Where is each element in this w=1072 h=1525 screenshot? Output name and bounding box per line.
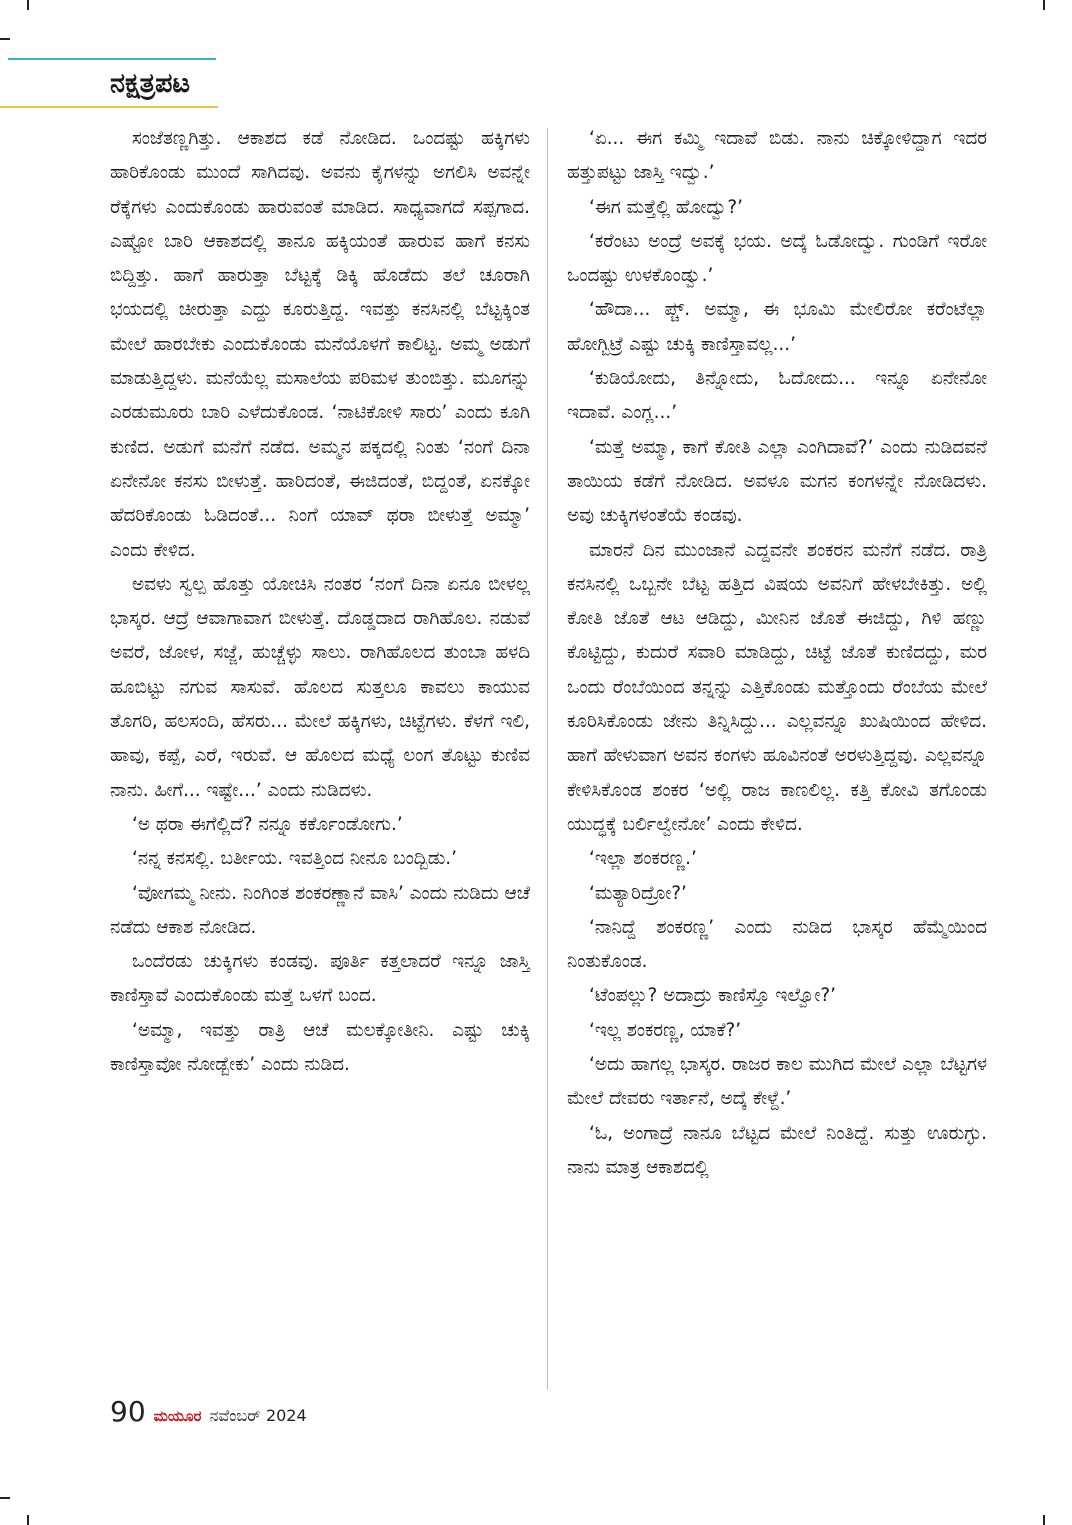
paragraph: ‘ವೋಗಮ್ಮ ನೀನು. ನಿಂಗಿಂತ ಶಂಕರಣ್ಣಾನೆ ವಾಸಿ’ ಎಂದು ನುಡಿದು ಆಚೆ ನಡೆದು ಆಕಾಶ ನೋಡಿದ. [110, 882, 530, 938]
paragraph: ಒಂದೆರಡು ಚುಕ್ಕಿಗಳು ಕಂಡವು. ಪೂರ್ತಿ ಕತ್ತಲಾದರೆ ಇನ್ನೂ ಜಾಸ್ತಿ ಕಾಣಿಸ್ತಾವೆ ಎಂದುಕೊಂಡು ಮತ್ತೆ ಒಳಗೆ ಬಂದ. [110, 951, 530, 1007]
paragraph: ‘ಮತ್ತೆ ಅಮ್ಮಾ, ಕಾಗೆ ಕೋತಿ ಎಲ್ಲಾ ಎಂಗಿದಾವೆ?’ ಎಂದು ನುಡಿದವನೆ ತಾಯಿಯ ಕಡೆಗೆ ನೋಡಿದ. ಅವಳೂ ಮಗನ ಕಂಗಳನ್ನೇ ನೋಡಿದಳು. ಅವು ಚುಕ್ಕಿಗಳಂತೆಯೆ ಕಂಡವು. [567, 436, 987, 527]
crop-mark-left-lower [0, 1497, 10, 1499]
crop-mark-top-left [27, 0, 29, 10]
header-bottom-rule [0, 106, 218, 108]
paragraph: ‘ಕುಡಿಯೋದು, ತಿನ್ನೋದು, ಓದೋದು... ಇನ್ನೂ ಏನೇನೋ ಇದಾವೆ. ಎಂಗ್ಲ...’ [567, 368, 987, 424]
header-top-rule [8, 58, 216, 60]
crop-mark-top-right [1043, 0, 1045, 10]
crop-mark-bottom-right [1043, 1515, 1045, 1525]
paragraph: ‘ಕರೆಂಟು ಅಂದ್ರೆ ಅವಕ್ಕೆ ಭಯ. ಅದ್ಕೆ ಓಡೋದ್ವು. ಗುಂಡಿಗೆ ಇರೋ ಒಂದಷ್ಟು ಉಳಕೊಂಡ್ವು.’ [567, 230, 987, 287]
paragraph: ‘ಓ, ಅಂಗಾದ್ರೆ ನಾನೂ ಬೆಟ್ಟದ ಮೇಲೆ ನಿಂತಿದ್ದೆ. ಸುತ್ತು ಊರುಗ್ಳು. ನಾನು ಮಾತ್ರ ಆಕಾಶದಲ್ಲಿ [567, 1122, 987, 1178]
right-column [567, 122, 987, 1185]
magazine-logo: ಮಯೂರ [153, 1407, 202, 1425]
paragraph: ‘ಏ... ಈಗ ಕಮ್ಮಿ ಇದಾವೆ ಬಿಡು. ನಾನು ಚಿಕ್ಕೋಳಿದ್ದಾಗ ಇದರ ಹತ್ತುಪಟ್ಟು ಜಾಸ್ತಿ ಇದ್ವು.’ [567, 128, 987, 184]
page-footer [110, 1395, 307, 1428]
paragraph: ಮಾರನೆ ದಿನ ಮುಂಜಾನೆ ಎದ್ದವನೇ ಶಂಕರನ ಮನೆಗೆ ನಡೆದ. ರಾತ್ರಿ ಕನಸಿನಲ್ಲಿ ಒಬ್ಬನೇ ಬೆಟ್ಟ ಹತ್ತಿದ ವಿಷಯ ಅವನಿಗೆ ಹೇಳಬೇಕಿತ್ತು. ಅಲ್ಲಿ ಕೋತಿ ಜೊತೆ ಆಟ ಆಡಿದ್ದು, ಮೀನಿನ ಜೊತೆ ಈಜಿದ್ದು, ಗಿಳಿ ಹಣ್ಣು ಕೊಟ್ಟಿದ್ದು, ಕುದುರೆ ಸವಾರಿ ಮಾಡಿದ್ದು, ಚಿಟ್ಟೆ ಜೊತೆ ಕುಣಿದದ್ದು, ಮರ ಒಂದು ರೆಂಬೆಯಿಂದ ತನ್ನನ್ನು ಎತ್ತಿಕೊಂಡು ಮತ್ತೊಂದು ರೆಂಬೆಯ ಮೇಲೆ ಕೂರಿಸಿಕೊಂಡು ಜೇನು ತಿನ್ನಿಸಿದ್ದು... ಎಲ್ಲವನ್ನೂ ಖುಷಿಯಿಂದ ಹೇಳಿದ. ಹಾಗೆ ಹೇಳುವಾಗ ಅವನ ಕಂಗಳು ಹೂವಿನಂತೆ ಅರಳುತ್ತಿದ್ದವು. ಎಲ್ಲವನ್ನೂ ಕೇಳಿಸಿಕೊಂಡ ಶಂಕರ ‘ಅಲ್ಲಿ ರಾಜ ಕಾಣಲಿಲ್ಲ. ಕತ್ತಿ ಕೋವಿ ತಗೊಂಡು ಯುದ್ಧಕ್ಕೆ ಬರ್ಲಿಲ್ವೇನೋ’ ಎಂದು ಕೇಳಿದ. [567, 539, 987, 835]
paragraph: ‘ಅಮ್ಮಾ, ಇವತ್ತು ರಾತ್ರಿ ಆಚೆ ಮಲಕ್ಕೋತೀನಿ. ಎಷ್ಟು ಚುಕ್ಕಿ ಕಾಣಿಸ್ತಾವೋ ನೋಡ್ಬೇಕು’ ಎಂದು ನುಡಿದ. [110, 1019, 530, 1076]
issue-date: ನವೆಂಬರ್ 2024 [209, 1406, 307, 1425]
paragraph: ‘ಟೆಂಪಲ್ಲು? ಅದಾದ್ರು ಕಾಣಿಸ್ತೊ ಇಲ್ವೋ?’ [589, 985, 836, 1007]
paragraph: ‘ಮತ್ಯಾರಿದ್ರೋ?’ [589, 882, 687, 904]
paragraph: ‘ಇಲ್ಲ ಶಂಕರಣ್ಣ, ಯಾಕೆ?’ [589, 1019, 742, 1041]
paragraph: ‘ನನ್ನ ಕನಸಲ್ಲಿ. ಬರ್ತೀಯ. ಇವತ್ತಿಂದ ನೀನೂ ಬಂದ್ಬಿಡು.’ [132, 848, 457, 870]
crop-mark-left-upper [0, 38, 10, 40]
paragraph: ‘ನಾನಿದ್ದೆ ಶಂಕರಣ್ಣ’ ಎಂದು ನುಡಿದ ಭಾಸ್ಕರ ಹೆಮ್ಮೆಯಿಂದ ನಿಂತುಕೊಂಡ. [567, 916, 987, 973]
left-column [110, 122, 530, 1082]
section-title: ನಕ್ಷತ್ರಪಟ [110, 68, 191, 99]
paragraph: ‘ಇಲ್ಲಾ ಶಂಕರಣ್ಣ.’ [589, 848, 697, 870]
paragraph: ‘ಅದು ಹಾಗಲ್ಲ ಭಾಸ್ಕರ. ರಾಜರ ಕಾಲ ಮುಗಿದ ಮೇಲೆ ಎಲ್ಲಾ ಬೆಟ್ಟಗಳ ಮೇಲೆ ದೇವರು ಇರ್ತಾನೆ, ಅದ್ಕೆ ಕೇಳ್ದೆ.’ [567, 1054, 987, 1110]
paragraph: ಅವಳು ಸ್ವಲ್ಪ ಹೊತ್ತು ಯೋಚಿಸಿ ನಂತರ ‘ನಂಗೆ ದಿನಾ ಏನೂ ಬೀಳಲ್ಲ ಭಾಸ್ಕರ. ಆದ್ರೆ ಆವಾಗಾವಾಗ ಬೀಳುತ್ತೆ. ದೊಡ್ಡದಾದ ರಾಗಿಹೊಲ. ನಡುವೆ ಅವರೆ, ಜೋಳ, ಸಜ್ಜೆ, ಹುಚ್ಚೆಳ್ಳು ಸಾಲು. ರಾಗಿಹೊಲದ ತುಂಬಾ ಹಳದಿ ಹೂಬಿಟ್ಟು ನಗುವ ಸಾಸುವೆ. ಹೊಲದ ಸುತ್ತಲೂ ಕಾವಲು ಕಾಯುವ ತೊಗರಿ, ಹಲಸಂದಿ, ಹೆಸರು... ಮೇಲೆ ಹಕ್ಕಿಗಳು, ಚಿಟ್ಟೆಗಳು. ಕೆಳಗೆ ಇಲಿ, ಹಾವು, ಕಪ್ಪೆ, ಎರೆ, ಇರುವೆ. ಆ ಹೊಲದ ಮಧ್ಯೆ ಲಂಗ ತೊಟ್ಟು ಕುಣಿವ ನಾನು. ಹೀಗೆ... ಇಷ್ಟೇ...’ ಎಂದು ನುಡಿದಳು. [110, 573, 530, 801]
page-number: 90 [110, 1395, 146, 1428]
column-divider [547, 128, 548, 1390]
paragraph: ‘ಹೌದಾ... ಪ್ಚ್. ಅಮ್ಮಾ, ಈ ಭೂಮಿ ಮೇಲಿರೋ ಕರೆಂಟೆಲ್ಲಾ ಹೋಗ್ಬಿಟ್ರೆ ಎಷ್ಟು ಚುಕ್ಕಿ ಕಾಣಿಸ್ತಾವಲ್ಲ...’ [567, 299, 987, 355]
paragraph: ಸಂಜೆತಣ್ಣಗಿತ್ತು. ಆಕಾಶದ ಕಡೆ ನೋಡಿದ. ಒಂದಷ್ಟು ಹಕ್ಕಿಗಳು ಹಾರಿಕೊಂಡು ಮುಂದೆ ಸಾಗಿದವು. ಅವನು ಕೈಗಳನ್ನು ಅಗಲಿಸಿ ಅವನ್ನೇ ರೆಕ್ಕೆಗಳು ಎಂದುಕೊಂಡು ಹಾರುವಂತೆ ಮಾಡಿದ. ಸಾಧ್ಯವಾಗದೆ ಸಪ್ಪಗಾದ. ಎಷ್ಟೋ ಬಾರಿ ಆಕಾಶದಲ್ಲಿ ತಾನೂ ಹಕ್ಕಿಯಂತೆ ಹಾರುವ ಹಾಗೆ ಕನಸು ಬಿದ್ದಿತ್ತು. ಹಾಗೆ ಹಾರುತ್ತಾ ಬೆಟ್ಟಕ್ಕೆ ಡಿಕ್ಕಿ ಹೊಡೆದು ತಲೆ ಚೂರಾಗಿ ಭಯದಲ್ಲಿ ಚೀರುತ್ತಾ ಎದ್ದು ಕೂರುತ್ತಿದ್ದ. ಇವತ್ತು ಕನಸಿನಲ್ಲಿ ಬೆಟ್ಟಕ್ಕಿಂತ ಮೇಲೆ ಹಾರಬೇಕು ಎಂದುಕೊಂಡು ಮನೆಯೊಳಗೆ ಕಾಲಿಟ್ಟ. ಅಮ್ಮ ಅಡುಗೆ ಮಾಡುತ್ತಿದ್ದಳು. ಮನೆಯೆಲ್ಲ ಮಸಾಲೆಯ ಪರಿಮಳ ತುಂಬಿತ್ತು. ಮೂಗನ್ನು ಎರಡುಮೂರು ಬಾರಿ ಎಳೆದುಕೊಂಡ. ‘ನಾಟಿಕೋಳಿ ಸಾರು’ ಎಂದು ಕೂಗಿ ಕುಣಿದ. ಅಡುಗೆ ಮನೆಗೆ ನಡೆದ. ಅಮ್ಮನ ಪಕ್ಕದಲ್ಲಿ ನಿಂತು ‘ನಂಗೆ ದಿನಾ ಏನೇನೋ ಕನಸು ಬೀಳುತ್ತೆ. ಹಾರಿದಂತೆ, ಈಜಿದಂತೆ, ಬಿದ್ದಂತೆ, ಏನಕ್ಕೋ ಹೆದರಿಕೊಂಡು ಓಡಿದಂತೆ... ನಿಂಗೆ ಯಾವ್ ಥರಾ ಬೀಳುತ್ತೆ ಅಮ್ಮಾ’ ಎಂದು ಕೇಳಿದ. [110, 128, 530, 561]
paragraph: ‘ಅ ಥರಾ ಈಗೆಲ್ಲಿದೆ? ನನ್ನೂ ಕರ್ಕೊಂಡೋಗು.’ [132, 813, 403, 835]
crop-mark-bottom-left [27, 1515, 29, 1525]
paragraph: ‘ಈಗ ಮತ್ತೆಲ್ಲಿ ಹೋದ್ವು?’ [589, 196, 744, 218]
